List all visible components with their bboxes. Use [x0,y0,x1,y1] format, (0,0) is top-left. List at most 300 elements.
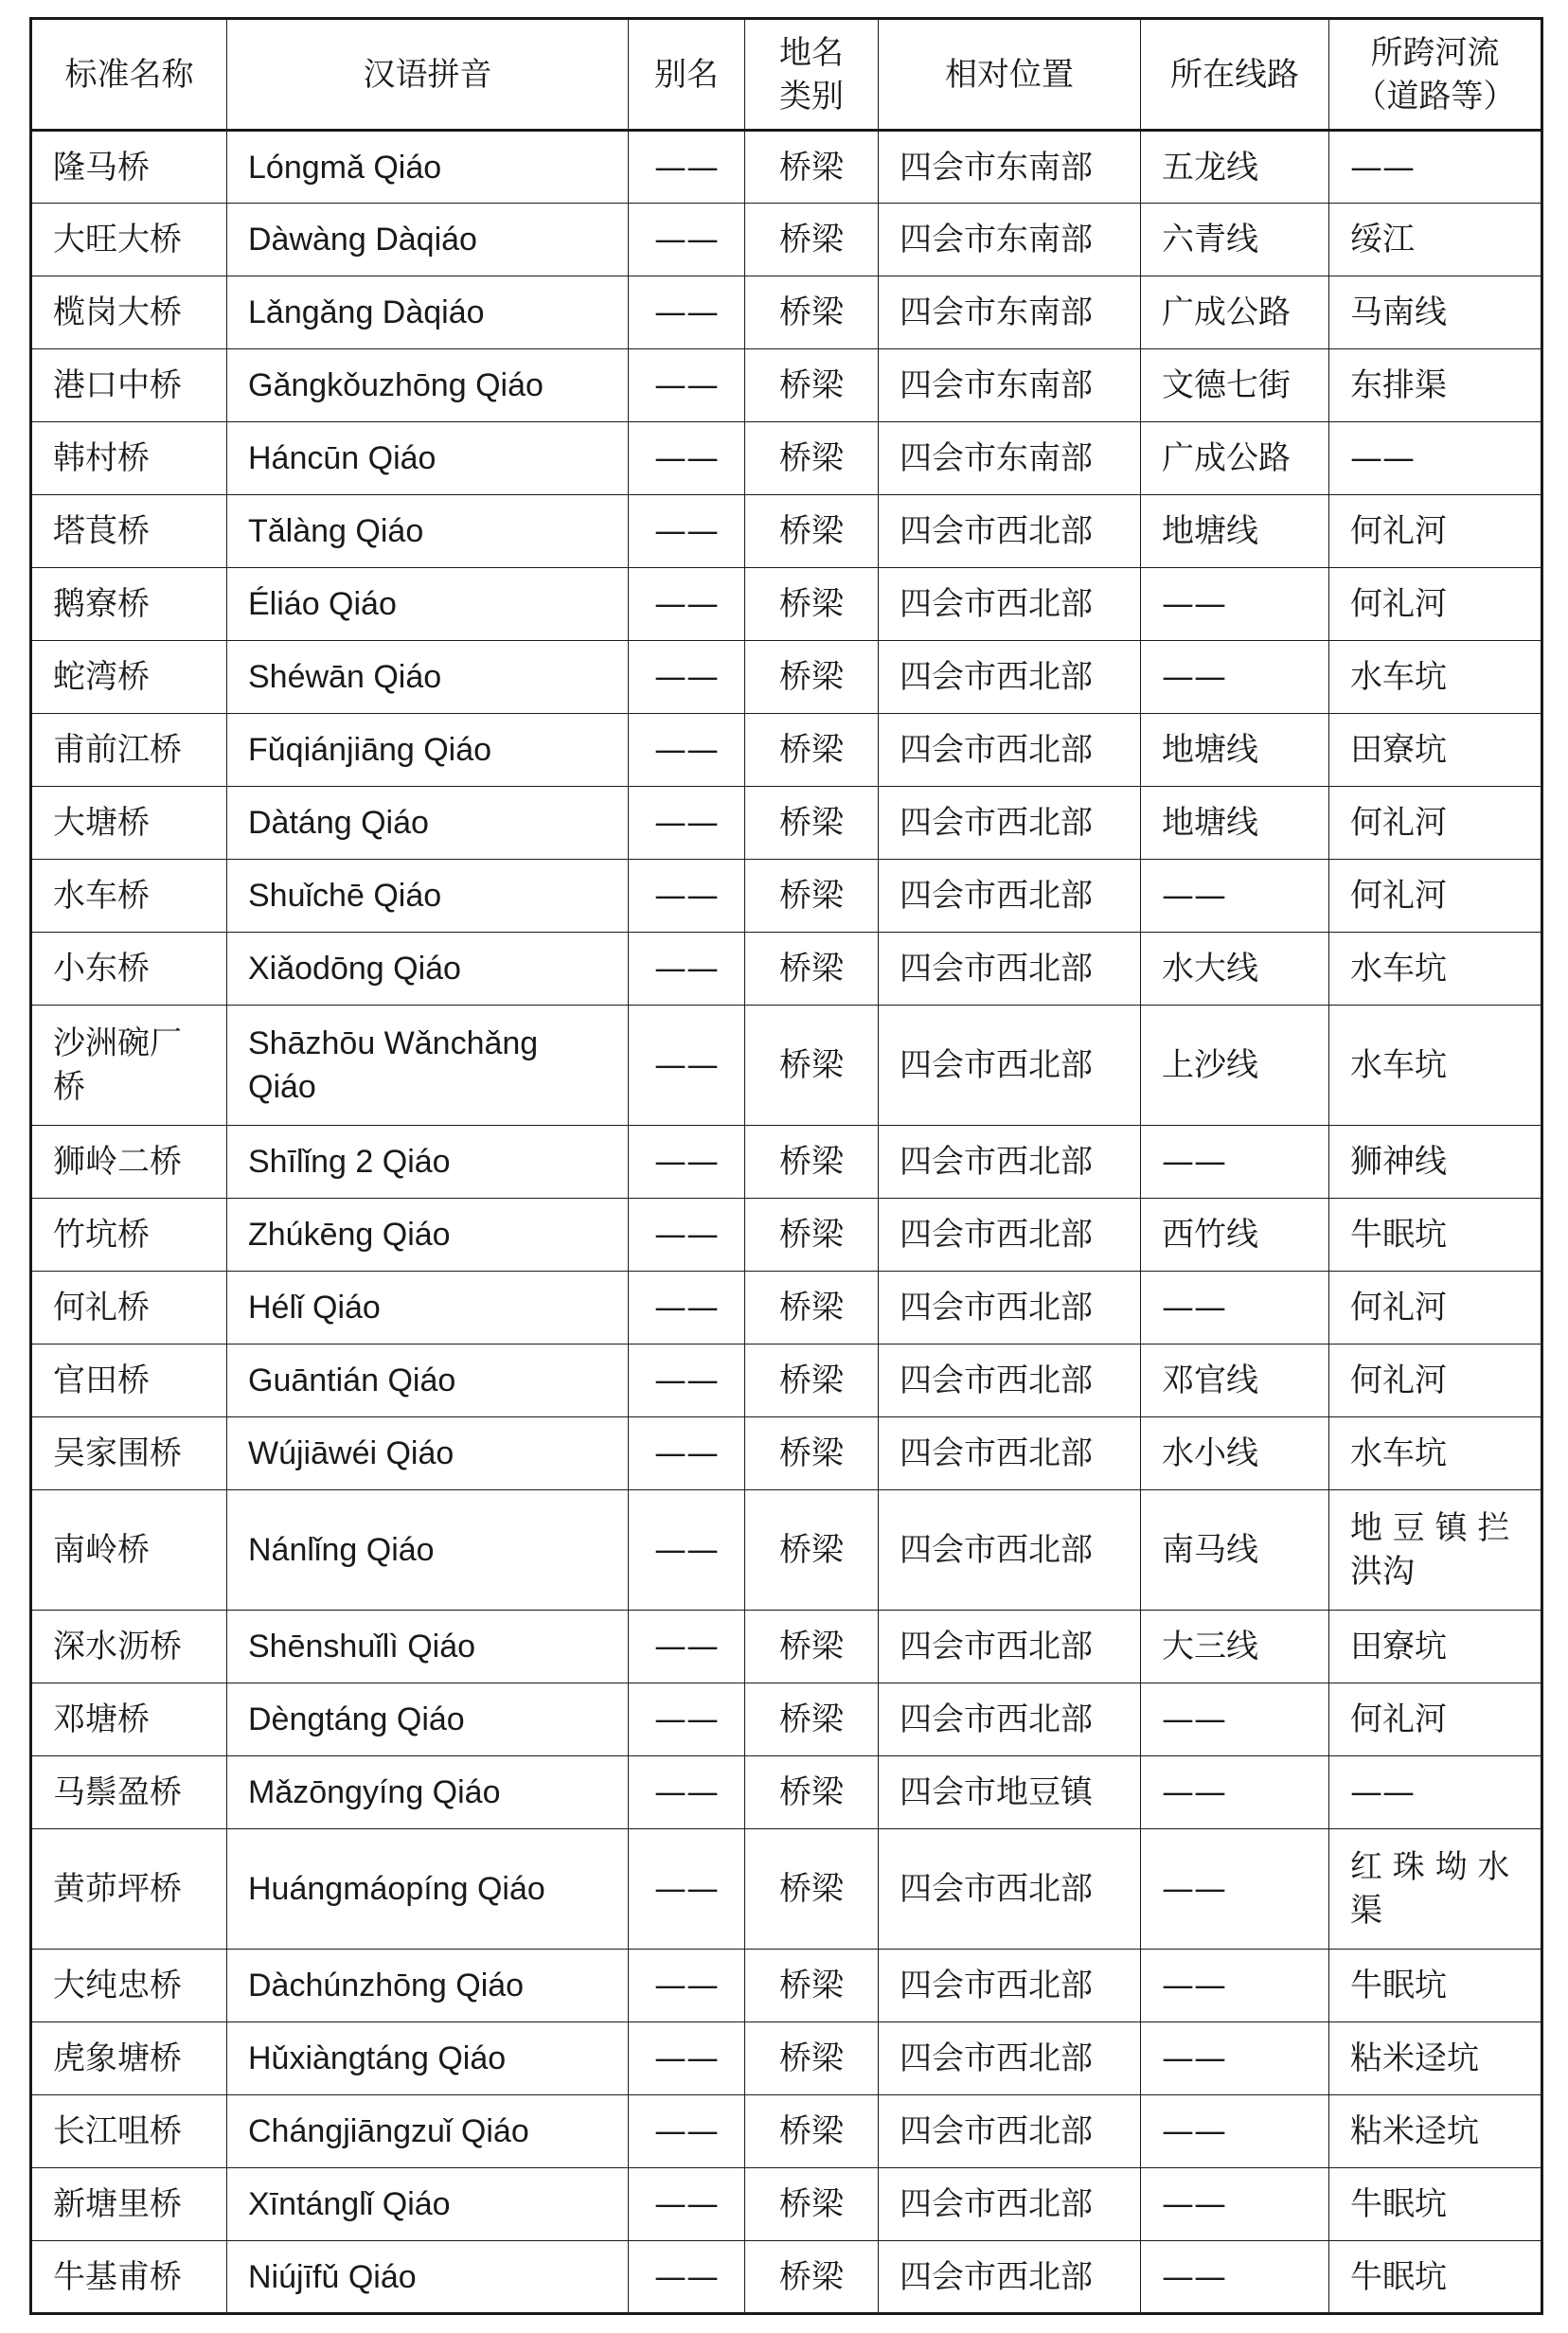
cell-name-text: 港口中桥 [53,366,182,404]
cell-route-text: —— [1162,1773,1226,1811]
cell-river-text: 何礼河 [1350,585,1447,623]
cell-alias-text: —— [654,294,719,331]
cell-route-text: —— [1162,1701,1226,1738]
table-row [31,1683,1542,1756]
cell-alias-text: —— [654,731,719,769]
cell-alias-text: —— [654,1628,719,1665]
cell-pinyin-text: Hélǐ Qiáo [248,1290,381,1326]
cell-name [31,1345,227,1417]
cell-river [1329,1756,1542,1829]
cell-type-text: 桥梁 [779,1143,844,1181]
header-river-line2: （道路等） [1354,77,1516,116]
cell-river [1329,2095,1542,2168]
cell-pinyin [227,1417,629,1490]
cell-route [1141,1199,1329,1272]
table-row [31,1345,1542,1417]
cell-name-text: 何礼桥 [53,1289,150,1327]
cell-alias-text: —— [654,1531,719,1569]
cell-type-text: 桥梁 [779,2185,844,2223]
cell-pinyin-text: Niújīfǔ Qiáo [248,2258,417,2295]
cell-river-line2: 渠 [1350,1892,1382,1930]
cell-type [745,860,879,933]
cell-river [1329,1829,1542,1950]
table-row [31,2022,1542,2095]
cell-pinyin [227,349,629,422]
cell-type [745,495,879,568]
table-row [31,1272,1542,1345]
cell-river [1329,2241,1542,2314]
cell-pinyin [227,1006,629,1126]
cell-name-text: 吴家围桥 [53,1434,182,1472]
cell-name [31,933,227,1006]
cell-route-text: 六青线 [1162,221,1258,258]
cell-position [879,1126,1141,1199]
cell-alias [629,1417,745,1490]
cell-name [31,2168,227,2241]
cell-pinyin [227,714,629,787]
cell-alias [629,495,745,568]
cell-name-text: 官田桥 [53,1362,150,1399]
cell-route [1141,1345,1329,1417]
cell-alias [629,2168,745,2241]
cell-pinyin [227,1272,629,1345]
cell-type [745,1417,879,1490]
cell-alias-text: —— [654,1046,719,1084]
header-river-line1: 所跨河流 [1370,33,1500,72]
cell-position-text: 四会市东南部 [900,439,1093,477]
cell-route-text: 水小线 [1162,1434,1258,1472]
cell-alias-text: —— [654,1773,719,1811]
cell-river [1329,1417,1542,1490]
cell-position [879,2168,1141,2241]
cell-route-text: 西竹线 [1162,1216,1258,1254]
cell-pinyin-text: Dèngtáng Qiáo [248,1701,465,1737]
cell-name-text: 虎象塘桥 [53,2039,182,2077]
cell-alias-text: —— [654,1143,719,1181]
cell-route [1141,131,1329,204]
cell-alias-text: —— [654,366,719,404]
table-body [31,131,1542,2314]
table-row [31,1126,1542,1199]
cell-alias [629,641,745,714]
cell-river-text: 何礼河 [1350,1362,1447,1399]
table-row [31,1611,1542,1683]
cell-type [745,933,879,1006]
cell-type-text: 桥梁 [779,1046,844,1084]
table-row [31,1490,1542,1611]
cell-name [31,1126,227,1199]
cell-route-text: —— [1162,585,1226,623]
cell-position-text: 四会市西北部 [900,1362,1093,1399]
cell-name-text: 狮岭二桥 [53,1143,182,1181]
cell-pinyin [227,1683,629,1756]
cell-river [1329,1490,1542,1611]
cell-alias-text: —— [654,2185,719,2223]
cell-route-text: —— [1162,2185,1226,2223]
cell-alias-text: —— [654,2257,719,2296]
cell-river [1329,1126,1542,1199]
cell-river [1329,2168,1542,2241]
cell-pinyin-text: Xīntánglǐ Qiáo [248,2186,451,2222]
cell-river [1329,422,1542,495]
cell-route-text: 地塘线 [1162,804,1258,842]
cell-river [1329,787,1542,860]
cell-name [31,1272,227,1345]
cell-alias-text: —— [654,221,719,258]
header-row [31,19,1542,131]
cell-route [1141,1490,1329,1611]
cell-route-text: —— [1162,1143,1226,1181]
cell-pinyin-text: Shīlǐng 2 Qiáo [248,1144,451,1180]
cell-type [745,2241,879,2314]
cell-alias-text: —— [654,658,719,696]
cell-type-text: 桥梁 [779,1967,844,2004]
cell-pinyin-text: Shuǐchē Qiáo [248,878,442,914]
cell-name-text: 榄岗大桥 [53,294,182,331]
cell-pinyin-text: Dàwàng Dàqiáo [248,222,477,258]
cell-alias [629,1272,745,1345]
cell-river-text: 牛眠坑 [1350,2257,1447,2296]
cell-position-text: 四会市西北部 [900,1628,1093,1665]
cell-alias-text: —— [654,1870,719,1908]
cell-route [1141,787,1329,860]
cell-name [31,276,227,349]
cell-route-text: 五龙线 [1162,148,1258,187]
cell-pinyin-text: Mǎzōngyíng Qiáo [248,1774,501,1810]
cell-route [1141,2095,1329,2168]
table-row [31,1829,1542,1950]
table-row [31,714,1542,787]
header-river [1329,19,1542,131]
cell-position-text: 四会市西北部 [900,1967,1093,2004]
header-type [745,19,879,131]
cell-pinyin-text: Fǔqiánjiāng Qiáo [248,732,492,768]
header-position [879,19,1141,131]
table-row [31,204,1542,276]
cell-river-text: 马南线 [1350,294,1447,331]
cell-type [745,2168,879,2241]
cell-pinyin [227,495,629,568]
table-row [31,568,1542,641]
cell-pinyin-text: Hǔxiàngtáng Qiáo [248,2040,507,2076]
cell-name-text: 深水沥桥 [53,1628,182,1665]
cell-pinyin-text: Shēnshuǐlì Qiáo [248,1629,476,1665]
cell-pinyin [227,131,629,204]
table-row [31,641,1542,714]
cell-route-text: —— [1162,658,1226,696]
cell-position [879,714,1141,787]
cell-type-text: 桥梁 [779,1531,844,1569]
cell-alias [629,2095,745,2168]
cell-route-text: —— [1162,877,1226,915]
cell-alias-text: —— [654,877,719,915]
cell-route-text: 南马线 [1162,1531,1258,1569]
cell-position [879,787,1141,860]
cell-river-text: 粘米迳坑 [1350,2112,1479,2150]
cell-position-text: 四会市西北部 [900,1701,1093,1738]
cell-position-text: 四会市西北部 [900,2039,1093,2077]
cell-name [31,1683,227,1756]
cell-alias [629,1611,745,1683]
cell-position-text: 四会市西北部 [900,1870,1093,1908]
cell-type [745,1829,879,1950]
cell-alias-text: —— [654,1362,719,1399]
cell-route [1141,1006,1329,1126]
cell-pinyin-text: Wújiāwéi Qiáo [248,1435,454,1471]
cell-name-text: 长江咀桥 [53,2112,182,2150]
cell-name [31,1417,227,1490]
cell-name-text: 大塘桥 [53,804,150,842]
cell-pinyin-line1: Shāzhōu Wǎnchǎng [248,1025,539,1061]
cell-alias [629,933,745,1006]
cell-alias [629,1756,745,1829]
cell-position [879,1345,1141,1417]
cell-river-text: 狮神线 [1350,1143,1447,1181]
cell-position [879,2095,1141,2168]
cell-alias [629,1490,745,1611]
cell-name [31,787,227,860]
cell-type [745,1950,879,2022]
cell-river-text: 何礼河 [1350,1289,1447,1327]
cell-alias-text: —— [654,512,719,550]
cell-river [1329,1006,1542,1126]
cell-alias-text: —— [654,585,719,623]
table-row [31,860,1542,933]
header-alias [629,19,745,131]
cell-name-text: 韩村桥 [53,439,150,477]
table-row [31,131,1542,204]
cell-river-text: 何礼河 [1350,1701,1447,1738]
cell-river-text: 田寮坑 [1350,1628,1447,1665]
cell-river-text: 水车坑 [1350,1046,1447,1084]
cell-name [31,1756,227,1829]
cell-type-text: 桥梁 [779,585,844,623]
cell-name [31,349,227,422]
cell-position-text: 四会市东南部 [900,294,1093,331]
cell-position-text: 四会市东南部 [900,148,1093,187]
cell-route [1141,2241,1329,2314]
cell-river-text: 何礼河 [1350,804,1447,842]
cell-alias [629,2241,745,2314]
cell-position-text: 四会市西北部 [900,512,1093,550]
cell-pinyin [227,1829,629,1950]
cell-name [31,131,227,204]
cell-alias [629,422,745,495]
cell-river [1329,349,1542,422]
cell-name [31,2022,227,2095]
cell-alias-text: —— [654,1967,719,2004]
table-row [31,787,1542,860]
cell-alias [629,276,745,349]
cell-type [745,204,879,276]
cell-river [1329,495,1542,568]
cell-route-text: —— [1162,1289,1226,1327]
cell-route [1141,714,1329,787]
cell-position [879,276,1141,349]
cell-name-text: 牛基甫桥 [53,2257,182,2296]
cell-alias-text: —— [654,2039,719,2077]
cell-alias [629,2022,745,2095]
cell-route-text: —— [1162,1967,1226,2004]
cell-type [745,1756,879,1829]
cell-position [879,1950,1141,2022]
cell-route-text: —— [1162,2039,1226,2077]
cell-type-text: 桥梁 [779,2257,844,2296]
cell-pinyin-text: Lǎngǎng Dàqiáo [248,294,485,330]
cell-alias-text: —— [654,1216,719,1254]
cell-river-line1: 红 珠 坳 水 [1350,1848,1510,1886]
cell-alias [629,787,745,860]
cell-route [1141,1829,1329,1950]
cell-position-text: 四会市西北部 [900,2257,1093,2296]
cell-river-line2: 洪沟 [1350,1553,1415,1591]
cell-position [879,641,1141,714]
cell-route [1141,1611,1329,1683]
cell-pinyin [227,787,629,860]
cell-type-text: 桥梁 [779,950,844,988]
cell-position-text: 四会市西北部 [900,2185,1093,2223]
cell-pinyin-text: Shéwān Qiáo [248,659,442,695]
cell-route-text: 地塘线 [1162,731,1258,769]
table-row [31,1417,1542,1490]
cell-alias-text: —— [654,1434,719,1472]
cell-river-text: 牛眠坑 [1350,1216,1447,1254]
cell-alias [629,1006,745,1126]
cell-name-text: 竹坑桥 [53,1216,150,1254]
cell-route [1141,349,1329,422]
cell-type-text: 桥梁 [779,366,844,404]
cell-name-text: 马鬃盈桥 [53,1773,182,1811]
header-alias-label: 别名 [654,55,719,94]
cell-position [879,422,1141,495]
table-row [31,2168,1542,2241]
cell-pinyin [227,422,629,495]
cell-type [745,1199,879,1272]
cell-route-text: —— [1162,2112,1226,2150]
table-row [31,933,1542,1006]
cell-pinyin [227,641,629,714]
cell-pinyin-text: Éliáo Qiáo [248,586,397,622]
cell-type [745,349,879,422]
cell-alias [629,1683,745,1756]
cell-river-text: 东排渠 [1350,366,1447,404]
header-pinyin-label: 汉语拼音 [363,55,492,94]
header-route-label: 所在线路 [1170,55,1299,94]
cell-pinyin [227,204,629,276]
cell-position [879,1490,1141,1611]
cell-position [879,2241,1141,2314]
table-row [31,276,1542,349]
header-type-line2: 类别 [779,77,844,116]
cell-type [745,131,879,204]
cell-name [31,422,227,495]
cell-route-text: 大三线 [1162,1628,1258,1665]
table-row [31,1006,1542,1126]
cell-type [745,1345,879,1417]
cell-alias-text: —— [654,2112,719,2150]
cell-river-text: 牛眠坑 [1350,1967,1447,2004]
cell-type-text: 桥梁 [779,1434,844,1472]
cell-position [879,204,1141,276]
cell-position [879,495,1141,568]
cell-type-text: 桥梁 [779,221,844,258]
header-pinyin [227,19,629,131]
cell-name [31,1950,227,2022]
cell-pinyin-text: Háncūn Qiáo [248,440,437,476]
table-row [31,422,1542,495]
cell-route-text: 地塘线 [1162,512,1258,550]
cell-type-text: 桥梁 [779,1628,844,1665]
cell-position-text: 四会市西北部 [900,804,1093,842]
cell-alias-text: —— [654,950,719,988]
cell-type-text: 桥梁 [779,1773,844,1811]
cell-route [1141,1126,1329,1199]
cell-position [879,1199,1141,1272]
cell-river [1329,714,1542,787]
cell-position [879,933,1141,1006]
header-name [31,19,227,131]
cell-type [745,2095,879,2168]
cell-alias [629,131,745,204]
cell-name-text: 鹅寮桥 [53,585,150,623]
cell-route-text: 水大线 [1162,950,1258,988]
cell-pinyin-text: Nánlǐng Qiáo [248,1532,435,1568]
cell-name-text: 大旺大桥 [53,221,182,258]
cell-name-text: 大纯忠桥 [53,1967,182,2004]
cell-pinyin-text: Dàtáng Qiáo [248,805,429,841]
cell-pinyin [227,1199,629,1272]
cell-position-text: 四会市西北部 [900,658,1093,696]
cell-type [745,422,879,495]
cell-name-text: 水车桥 [53,877,150,915]
table-row [31,2241,1542,2314]
cell-river [1329,933,1542,1006]
cell-river-text: —— [1350,1773,1415,1811]
cell-position-text: 四会市东南部 [900,221,1093,258]
cell-pinyin [227,2241,629,2314]
cell-position-text: 四会市地豆镇 [900,1773,1093,1811]
cell-pinyin [227,860,629,933]
cell-pinyin [227,1126,629,1199]
cell-name [31,1611,227,1683]
table-row [31,1950,1542,2022]
cell-river-text: 粘米迳坑 [1350,2039,1479,2077]
header-name-label: 标准名称 [64,55,194,94]
cell-position-text: 四会市西北部 [900,731,1093,769]
cell-route [1141,495,1329,568]
cell-position-text: 四会市西北部 [900,1531,1093,1569]
cell-type [745,2022,879,2095]
cell-river-text: 何礼河 [1350,877,1447,915]
cell-position [879,2022,1141,2095]
cell-type [745,1683,879,1756]
cell-pinyin [227,2095,629,2168]
cell-position-text: 四会市西北部 [900,1289,1093,1327]
cell-route [1141,641,1329,714]
table-row [31,2095,1542,2168]
cell-river [1329,1345,1542,1417]
cell-name [31,2095,227,2168]
cell-river-text: 牛眠坑 [1350,2185,1447,2223]
cell-type [745,1006,879,1126]
cell-position-text: 四会市西北部 [900,1216,1093,1254]
cell-river-line1: 地 豆 镇 拦 [1350,1509,1510,1547]
cell-pinyin-text: Lóngmǎ Qiáo [248,149,442,186]
cell-alias [629,1345,745,1417]
cell-route [1141,568,1329,641]
cell-route [1141,1950,1329,2022]
cell-pinyin [227,1611,629,1683]
